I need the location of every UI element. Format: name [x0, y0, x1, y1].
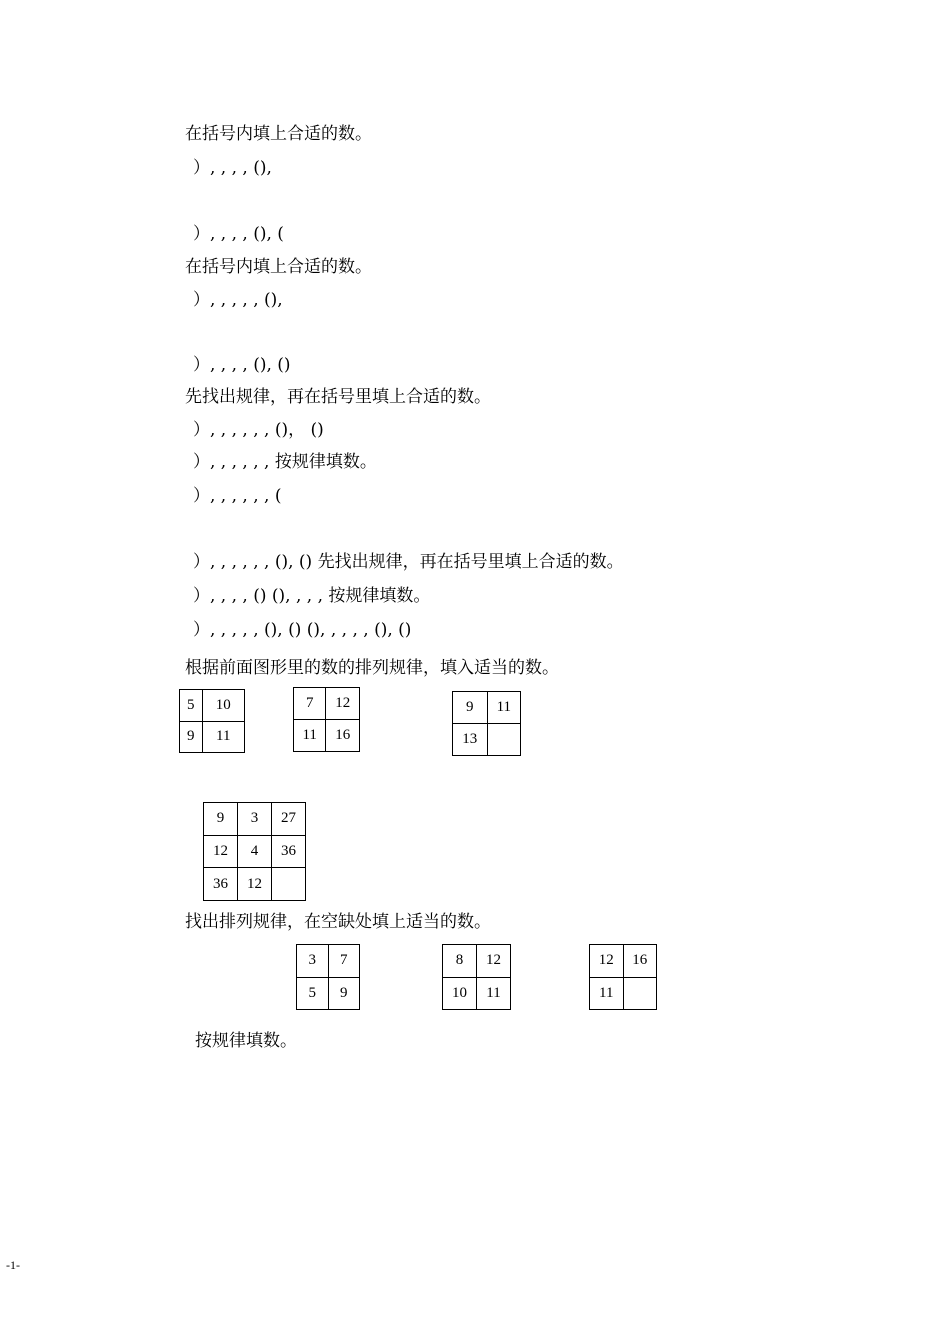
- grid-cell: 11: [294, 720, 326, 752]
- grid-cell: 11: [477, 977, 511, 1010]
- instruction-line: 在括号内填上合适的数。: [185, 257, 372, 277]
- instruction-line: 根据前面图形里的数的排列规律，填入适当的数。: [185, 658, 559, 678]
- grid-cell: 7: [294, 688, 326, 720]
- number-grid: [442, 944, 511, 1010]
- grid-cell: 12: [238, 868, 272, 901]
- grid-cell: 16: [623, 945, 657, 978]
- sequence-line: ）, , , , , , (), () 先找出规律，再在括号里填上合适的数。: [193, 552, 624, 572]
- grid-cell: [623, 977, 657, 1010]
- sequence-line: ）, , , , () (), , , , 按规律填数。: [193, 586, 431, 606]
- grid-cell: 9: [328, 977, 360, 1010]
- grid-cell: 11: [487, 692, 520, 724]
- grid-cell: 5: [180, 690, 203, 722]
- sequence-line: ）, , , , , (), () (), , , , , (), (): [193, 620, 412, 640]
- sequence-line: ）, , , , , , (: [193, 486, 282, 506]
- instruction-line: 先找出规律，再在括号里填上合适的数。: [185, 387, 491, 407]
- grid-cell: 10: [202, 690, 244, 722]
- number-grid: [452, 691, 521, 756]
- sequence-line: ）, , , , (), (: [193, 224, 284, 244]
- grid-cell: 36: [272, 835, 306, 868]
- number-grid-3x3: [203, 802, 306, 901]
- number-grid: [179, 689, 245, 753]
- grid-cell: 12: [590, 945, 624, 978]
- instruction-line: 在括号内填上合适的数。: [185, 124, 372, 144]
- page-number: -1-: [6, 1258, 20, 1272]
- grid-cell: 7: [328, 945, 360, 978]
- grid-cell: 8: [443, 945, 477, 978]
- grid-cell: 3: [297, 945, 329, 978]
- sequence-line: ）, , , , , (),: [193, 290, 283, 310]
- grid-cell: 5: [297, 977, 329, 1010]
- grid-cell: 3: [238, 803, 272, 836]
- grid-cell: 12: [477, 945, 511, 978]
- sequence-line: ）, , , , , , 按规律填数。: [193, 452, 377, 472]
- sequence-line: ）, , , , , , ()， (): [193, 420, 324, 440]
- grid-cell: 13: [453, 724, 488, 756]
- grid-cell: 36: [204, 868, 238, 901]
- instruction-line: 按规律填数。: [195, 1031, 297, 1051]
- number-grid: [296, 944, 360, 1010]
- grid-cell: 9: [453, 692, 488, 724]
- grid-cell: 11: [590, 977, 624, 1010]
- grid-cell: 12: [326, 688, 360, 720]
- grid-cell: [272, 868, 306, 901]
- number-grid: [589, 944, 657, 1010]
- instruction-line: 找出排列规律，在空缺处填上适当的数。: [185, 912, 491, 932]
- number-grid: [293, 687, 360, 752]
- sequence-line: ）, , , , (), (): [193, 355, 291, 375]
- grid-cell: 10: [443, 977, 477, 1010]
- sequence-line: ）, , , , (),: [193, 158, 272, 178]
- grid-cell: 9: [180, 721, 203, 753]
- grid-cell: 27: [272, 803, 306, 836]
- grid-cell: 16: [326, 720, 360, 752]
- grid-cell: 11: [202, 721, 244, 753]
- grid-cell: 9: [204, 803, 238, 836]
- grid-cell: [487, 724, 520, 756]
- grid-cell: 12: [204, 835, 238, 868]
- grid-cell: 4: [238, 835, 272, 868]
